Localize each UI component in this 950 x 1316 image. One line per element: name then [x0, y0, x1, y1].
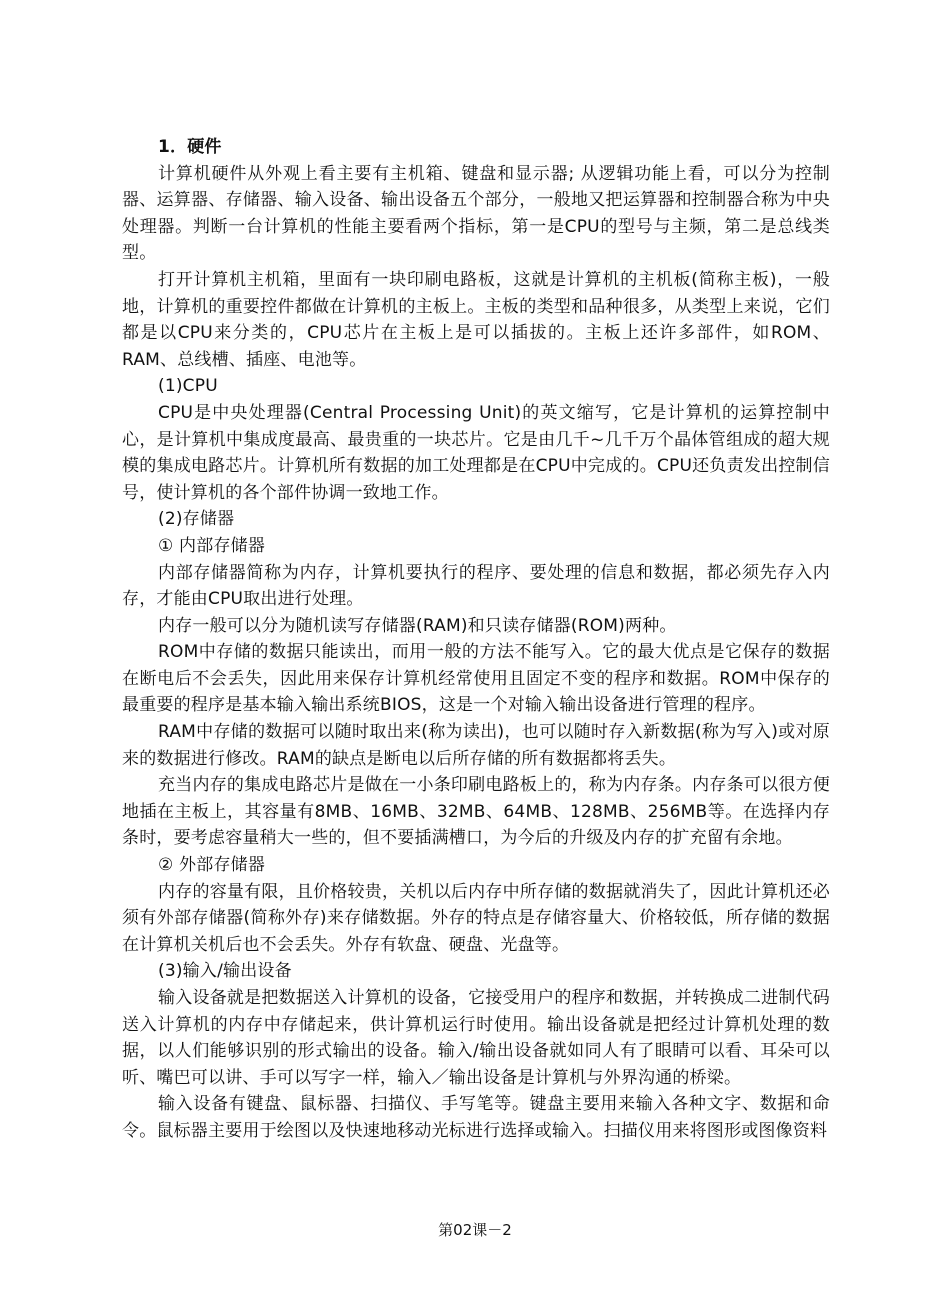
paragraph: 内部存储器简称为内存，计算机要执行的程序、要处理的信息和数据，都必须先存入内存，才能由CPU取出进行处理。: [122, 562, 830, 610]
paragraph: CPU是中央处理器(Central Processing Unit)的英文缩写，它是计算机的运算控制中心，是计算机中集成度最高、最贵重的一块芯片。它是由几千~几千万个晶体管组成的超大规模的集成电路芯片。计算机所有数据的加工处理都是在CPU中完成的。CPU还负责发出控制信号，使计算机的各个部件协调一致地工作。: [122, 402, 830, 503]
paragraph: 输入设备就是把数据送入计算机的设备，它接受用户的程序和数据，并转换成二进制代码送入计算机的内存中存储起来，供计算机运行时使用。输出设备就是把经过计算机处理的数据，以人们能够识别的形式输出的设备。输入/输出设备就如同人有了眼睛可以看、耳朵可以听、嘴巴可以讲、手可以写字一样，输入／输出设备是计算机与外界沟通的桥梁。: [122, 988, 830, 1088]
section-heading: 1．硬件: [158, 137, 222, 157]
subheading-internal-memory: ① 内部存储器: [158, 535, 266, 556]
subheading-io-devices: (3)输入/输出设备: [158, 961, 292, 982]
paragraph: RAM中存储的数据可以随时取出来(称为读出)，也可以随时存入新数据(称为写入)或对原来的数据进行修改。RAM的缺点是断电以后所存储的所有数据都将丢失。: [122, 722, 830, 769]
paragraph: 内存一般可以分为随机读写存储器(RAM)和只读存储器(ROM)两种。: [158, 615, 677, 636]
paragraph: 打开计算机主机箱，里面有一块印刷电路板，这就是计算机的主机板(简称主板)，一般地，计算机的重要控件都做在计算机的主板上。主板的类型和品种很多，从类型上来说，它们都是以CPU来分类的，CPU芯片在主板上是可以插拔的。主板上还许多部件，如ROM、RAM、总线槽、插座、电池等。: [122, 269, 830, 370]
subheading-storage: (2)存储器: [158, 509, 235, 530]
page-footer: 第02课－2: [438, 1221, 512, 1239]
paragraph: 充当内存的集成电路芯片是做在一小条印刷电路板上的，称为内存条。内存条可以很方便地插在主板上，其容量有8MB、16MB、32MB、64MB、128MB、256MB等。在选择内存条时，要考虑容量稍大一些的，但不要插满槽口，为今后的升级及内存的扩充留有余地。: [122, 775, 830, 849]
paragraph: 计算机硬件从外观上看主要有主机箱、键盘和显示器; 从逻辑功能上看，可以分为控制器、运算器、存储器、输入设备、输出设备五个部分，一般地又把运算器和控制器合称为中央处理器。判断一台计算机的性能主要看两个指标，第一是CPU的型号与主频，第二是总线类型。: [122, 163, 830, 264]
paragraph: ROM中存储的数据只能读出，而用一般的方法不能写入。它的最大优点是它保存的数据在断电后不会丢失，因此用来保存计算机经常使用且固定不变的程序和数据。ROM中保存的最重要的程序是基本输入输出系统BIOS，这是一个对输入输出设备进行管理的程序。: [122, 642, 830, 716]
paragraph: 输入设备有键盘、鼠标器、扫描仪、手写笔等。键盘主要用来输入各种文字、数据和命令。鼠标器主要用于绘图以及快速地移动光标进行选择或输入。扫描仪用来将图形或图像资料: [122, 1094, 830, 1141]
subheading-cpu: (1)CPU: [158, 376, 218, 397]
paragraph: 内存的容量有限，且价格较贵，关机以后内存中所存储的数据就消失了，因此计算机还必须有外部存储器(简称外存)来存储数据。外存的特点是存储容量大、价格较低，所存储的数据在计算机关机后也不会丢失。外存有软盘、硬盘、光盘等。: [122, 881, 830, 955]
subheading-external-memory: ② 外部存储器: [158, 855, 266, 876]
body-text: [122, 134, 830, 1145]
